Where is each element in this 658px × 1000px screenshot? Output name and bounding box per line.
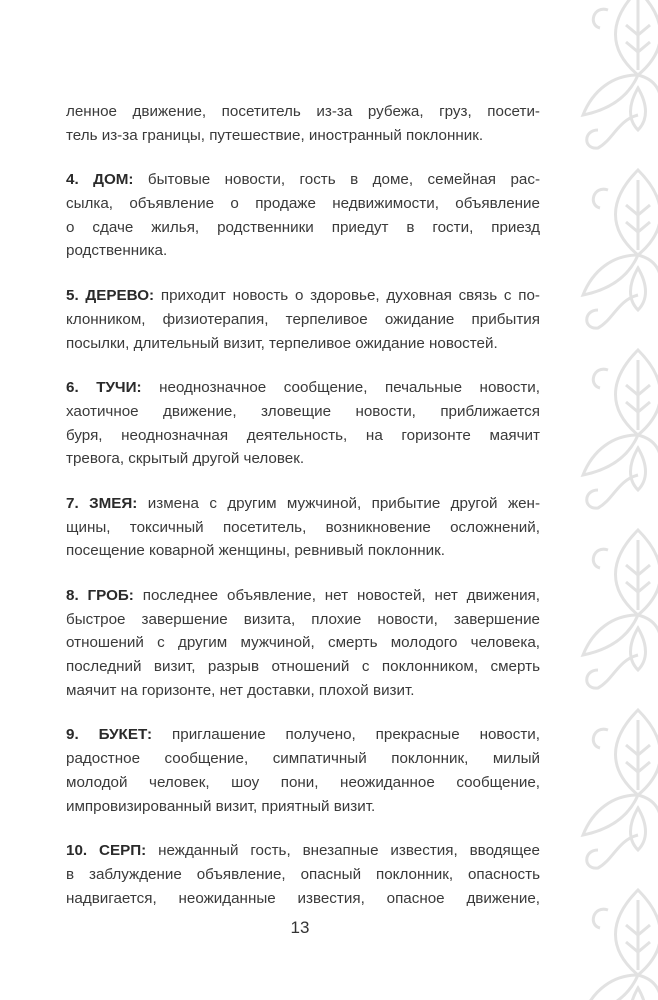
text-line [66,332,540,356]
text-line [66,584,540,608]
line-text: сылка, объявление о продаже недвижимости, объявление [66,195,540,213]
text-line [66,124,540,148]
line-text: в заблуждение объявление, опасный поклонник, опасность [66,865,540,883]
line-text: тель из-за границы, путешествие, иностранный поклонник. [66,126,484,144]
text-line [66,447,540,471]
text-line [66,192,540,216]
text-line [66,516,540,540]
text-line [66,723,540,747]
text-line [66,795,540,819]
ornament-motif [583,890,658,1000]
text-line [66,424,540,448]
text-line [66,631,540,655]
definition-paragraph [66,584,540,702]
ornament-motif [583,350,658,508]
text-line [66,492,540,516]
term-label: 9. БУКЕТ: [66,726,153,744]
line-text: отношений с другим мужчиной, смерть молодого человека, [66,634,540,652]
line-text: радостное сообщение, симпатичный поклонник, милый [66,750,540,768]
line-text: последний визит, разрыв отношений с поклонником, смерть [66,658,540,676]
line-text: бытовые новости, гость в доме, семейная рас- [133,171,540,189]
page-number: 13 [290,918,310,937]
text-line [66,679,540,703]
text-line [66,100,540,124]
definition-paragraph [66,100,540,147]
text-line [66,887,540,911]
term-label: 5. ДЕРЕВО: [66,287,155,305]
text-line [66,608,540,632]
text-line [66,400,540,424]
line-text: неоднозначное сообщение, печальные новости, [141,379,540,397]
text-line [66,839,540,863]
definition-paragraph [66,839,540,910]
line-text: последнее объявление, нет новостей, нет движения, [133,587,541,604]
floral-border-ornament [568,0,658,1000]
ornament-motif [583,170,658,328]
text-line [66,216,540,240]
line-text: посылки, длительный визит, терпеливое ожидание новостей. [66,334,498,352]
term-label: 8. ГРОБ: [66,587,134,604]
line-text: импровизированный визит, приятный визит. [66,797,376,815]
ornament-motif [583,710,658,868]
term-label: 10. СЕРП: [66,842,147,860]
line-text: маячит на горизонте, нет доставки, плохой визит. [66,681,415,699]
text-line [66,284,540,308]
text-line [66,308,540,332]
line-text: молодой человек, шоу пони, неожиданное сообщение, [66,773,540,791]
text-line [66,168,540,192]
definition-paragraph [66,284,540,355]
ornament-motif [583,530,658,688]
term-label: 4. ДОМ: [66,171,134,189]
definition-paragraph [66,723,540,818]
line-text: надвигается, неожиданные известия, опасное движение, [66,889,540,907]
ornament-motif [583,0,658,148]
page-body-text [66,100,540,931]
text-line [66,863,540,887]
definition-paragraph [66,168,540,263]
text-line [66,747,540,771]
line-text: о сдаче жилья, родственники приедут в гости, приезд [66,218,540,236]
term-label: 7. ЗМЕЯ: [66,494,138,512]
text-line [66,539,540,563]
term-label: 6. ТУЧИ: [66,379,142,397]
definition-paragraph [66,376,540,471]
definition-paragraph [66,492,540,563]
line-text: посещение коварной женщины, ревнивый поклонник. [66,542,445,560]
line-text: приглашение получено, прекрасные новости, [152,726,541,744]
line-text: щины, токсичный посетитель, возникновение осложнений, [66,518,540,536]
line-text: хаотичное движение, зловещие новости, приближается [66,402,540,420]
line-text: клонником, физиотерапия, терпеливое ожидание прибытия [66,310,540,328]
line-text: нежданный гость, внезапные известия, вводящее [146,842,540,860]
line-text: родственника. [66,242,168,260]
text-line [66,239,540,263]
text-line [66,771,540,795]
line-text: ленное движение, посетитель из-за рубежа, груз, посети- [66,103,540,120]
line-text: быстрое завершение визита, плохие новости, завершение [66,610,540,628]
line-text: измена с другим мужчиной, прибытие другой жен- [137,494,540,512]
text-line [66,376,540,400]
line-text: приходит новость о здоровье, духовная связь с по- [154,287,540,305]
line-text: тревога, скрытый другой человек. [66,450,305,468]
line-text: буря, неоднозначная деятельность, на горизонте маячит [66,426,540,444]
text-line [66,655,540,679]
